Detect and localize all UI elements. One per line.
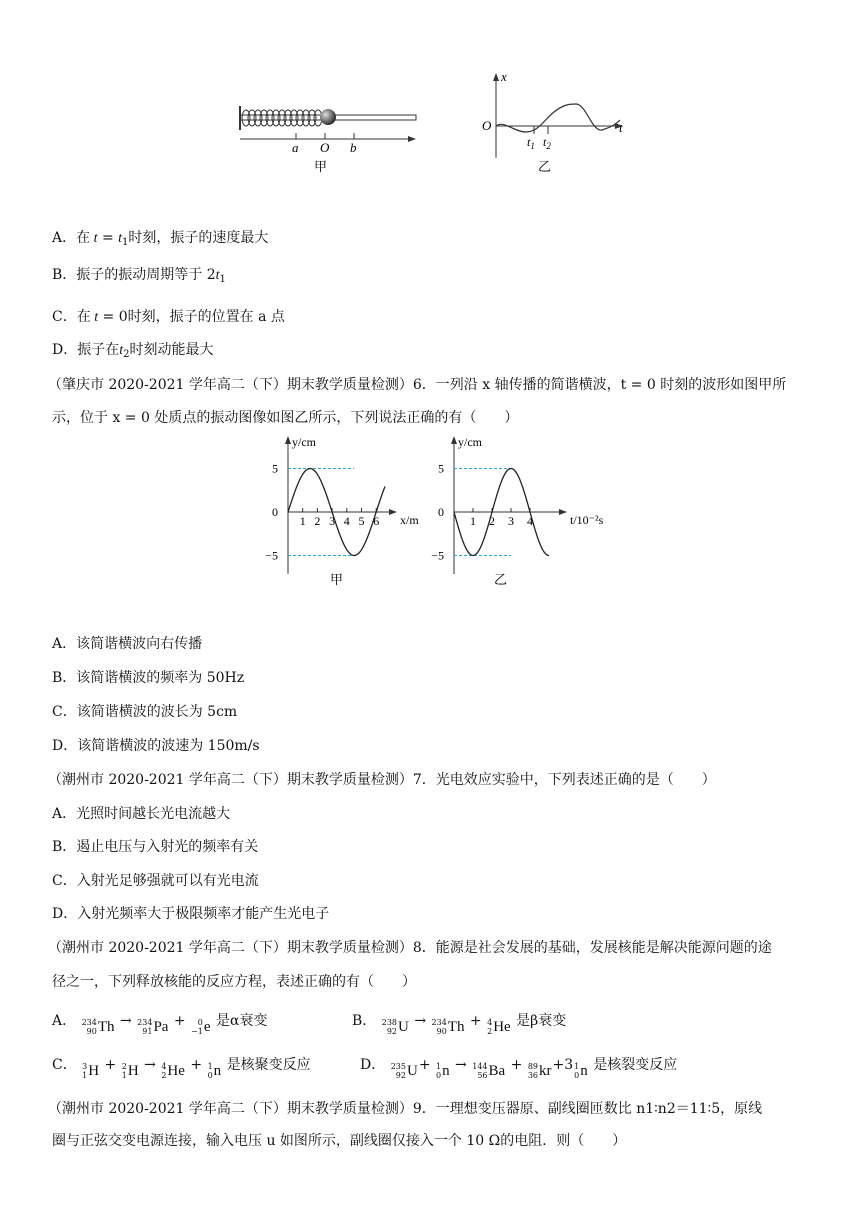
y-tick-label: −5: [265, 548, 278, 563]
q7-stem: （潮州市 2020-2021 学年高二（下）期末教学质量检测）7．光电效应实验中，下列表述正确的是（ ）: [48, 772, 716, 788]
x-tick-label: 3: [329, 514, 336, 528]
q8-option-d: D． 235 92 U + 1 0 n → 144 56 Ba + 89 36 kr +3 1 0 n 是核裂变反应: [360, 1057, 678, 1080]
chart-vibration-yi: [431, 432, 604, 592]
label-jia: 甲: [314, 159, 328, 174]
y-tick-label: −5: [431, 548, 444, 563]
x-axis-label: x/m: [400, 513, 419, 527]
t1-label: $t_1$: [527, 135, 535, 151]
oscillator-ball: [320, 109, 336, 125]
x-tick-label: 1: [299, 514, 306, 528]
origin-label: O: [482, 118, 492, 133]
tick-O: O: [320, 140, 330, 155]
y-tick-label: 0: [438, 505, 444, 519]
q5-option-d: D．振子在$t_2$时刻动能最大: [52, 342, 214, 360]
y-axis-arrow: [285, 436, 291, 444]
tick-b: b: [350, 140, 357, 155]
x-tick-label: 4: [527, 514, 533, 528]
spring: [242, 110, 322, 126]
y-axis-label: y/cm: [458, 435, 482, 449]
q8-stem-line1: （潮州市 2020-2021 学年高二（下）期末教学质量检测）8．能源是社会发展的基础，发展核能是解决能源问题的途: [48, 940, 772, 956]
x-tick-label: 3: [508, 514, 514, 528]
q8-option-a: A． 234 90 Th → 234 91 Pa + 0 −1 e 是α衰变: [52, 1013, 268, 1036]
y-axis-arrow: [451, 436, 457, 444]
chart-caption: 乙: [494, 572, 508, 587]
q8-option-c: C． 3 1 H + 2 1 H → 4 2 He + 1 0 n 是核聚变反应: [52, 1057, 311, 1080]
q9-stem-line2: 圈与正弦交变电源连接，输入电压 u 如图所示，副线圈仅接入一个 10 Ω的电阻．则（ ）: [52, 1133, 627, 1149]
q6-stem-line1: （肇庆市 2020-2021 学年高二（下）期末教学质量检测）6．一列沿 x 轴传播的简谐横波，t = 0 时刻的波形如图甲所: [48, 377, 787, 393]
x-axis-label: t/10⁻²s: [570, 513, 604, 527]
axis-t-label: t: [619, 120, 623, 135]
q5-option-a: A．在 $t = t_1$时刻，振子的速度最大: [52, 230, 269, 248]
q5-option-c: C．在 t = 0时刻，振子的位置在 a 点: [52, 309, 285, 325]
x-axis-arrow: [559, 509, 567, 515]
y-tick-label: 5: [438, 461, 444, 476]
x-tick-label: 5: [358, 514, 365, 528]
q6-option-d: D．该简谐横波的波速为 150m/s: [52, 738, 260, 754]
q5-option-b: B．振子的振动周期等于 $2t_1$: [52, 267, 226, 285]
x-tick-label: 4: [343, 514, 350, 528]
t2-label: $t_2$: [543, 135, 551, 151]
q7-option-d: D．入射光频率大于极限频率才能产生光电子: [52, 906, 330, 922]
q8-option-b: B． 238 92 U → 234 90 Th + 4 2 He 是β衰变: [352, 1013, 567, 1036]
y-axis-label: y/cm: [292, 435, 316, 449]
q6-option-c: C．该简谐横波的波长为 5cm: [52, 704, 238, 720]
q8-stem-line2: 径之一，下列释放核能的反应方程，表述正确的有（ ）: [52, 974, 416, 990]
x-tick-label: 6: [373, 514, 380, 528]
chart-wave-jia: [265, 432, 419, 592]
xt-curve: [496, 104, 620, 132]
q7-option-b: B．遏止电压与入射光的频率有关: [52, 839, 259, 855]
y-tick-label: 0: [272, 505, 278, 519]
axis-x-label: x: [501, 69, 507, 84]
q6-stem-line2: 示，位于 x = 0 处质点的振动图像如图乙所示，下列说法正确的有（ ）: [52, 410, 519, 426]
x-axis-arrow: [389, 509, 397, 515]
x-tick-label: 1: [470, 514, 476, 528]
figure-spring-oscillator: [230, 68, 650, 188]
label-yi: 乙: [538, 159, 552, 174]
chart-caption: 甲: [330, 572, 344, 587]
x-tick-label: 2: [314, 514, 321, 528]
q6-option-b: B．该简谐横波的频率为 50Hz: [52, 670, 245, 686]
q6-option-a: A．该简谐横波向右传播: [52, 636, 203, 652]
x-tick-label: 2: [489, 514, 495, 528]
tick-a: a: [292, 140, 299, 155]
q7-option-c: C．入射光足够强就可以有光电流: [52, 873, 259, 889]
y-tick-label: 5: [272, 461, 278, 476]
q7-option-a: A．光照时间越长光电流越大: [52, 806, 231, 822]
q9-stem-line1: （潮州市 2020-2021 学年高二（下）期末教学质量检测）9．一理想变压器原、副线圈匝数比 n1∶n2＝11∶5，原线: [48, 1101, 763, 1117]
